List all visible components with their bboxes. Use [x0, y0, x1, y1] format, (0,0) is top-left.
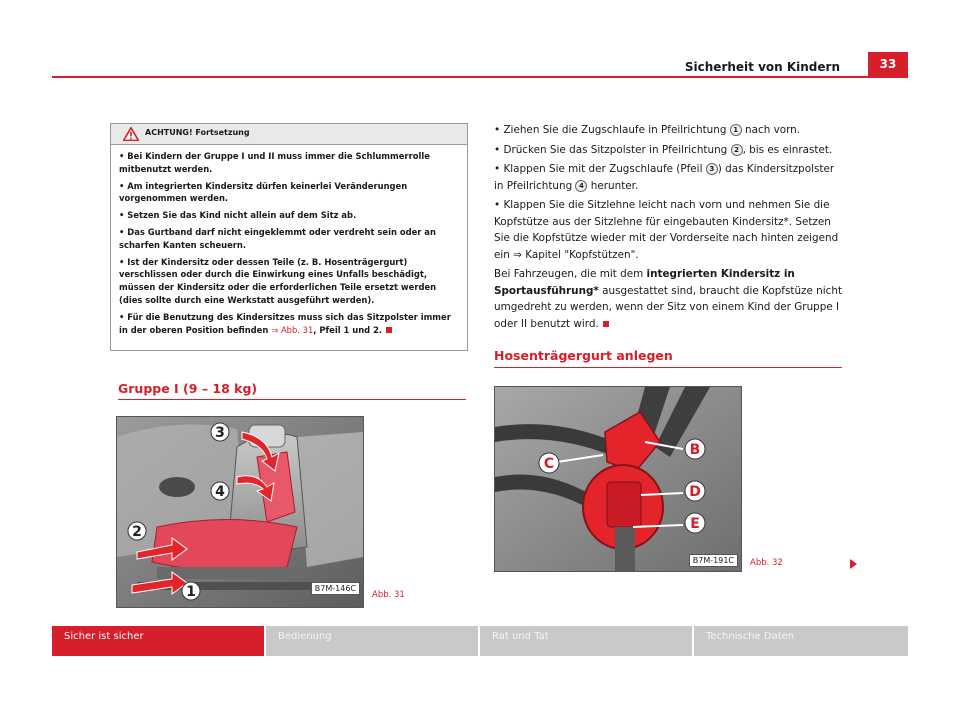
step-number-badge: 4 — [575, 180, 587, 192]
footer-tab-technische-daten[interactable]: Technische Daten — [694, 626, 908, 656]
warning-box — [110, 123, 468, 351]
figure-label-e: E — [690, 516, 700, 532]
step-number-badge: 3 — [706, 163, 718, 175]
figure-code: B7M-146C — [311, 582, 360, 595]
end-mark-icon — [603, 321, 609, 327]
warning-item: • Ist der Kindersitz oder dessen Teile (z. B. Hosenträgergurt) verschlissen oder durch die Einwirkung eines Unfalls beschädigt, müssen der Kindersitz oder die erforderlichen Teile ersetzt werden (dies sollte durch eine Werkstatt ausgeführt werden). — [119, 256, 437, 305]
page-header-title: Sicherheit von Kindern — [684, 60, 840, 74]
figure-reference-link[interactable]: ⇒ Abb. 31 — [271, 324, 314, 335]
instruction-step: • Klappen Sie die Sitzlehne leicht nach vorn und nehmen Sie die Kopfstütze aus der Sitzlehne für eingebauten Kindersitz*. Setzen Sie die Kopfstütze wieder mit der Vorderseite nach hinten zeigend ein ⇒ Kapitel "Kopfstützen". — [494, 199, 839, 261]
step-number-badge: 1 — [730, 124, 742, 136]
section-rule — [494, 367, 842, 368]
instruction-step: • Klappen Sie mit der Zugschlaufe (Pfeil 3 ) das Kindersitzpolster in Pfeilrichtung 4 herunter. — [494, 163, 835, 192]
harness-illustration — [495, 387, 741, 571]
instruction-step: • Ziehen Sie die Zugschlaufe in Pfeilrichtung 1 nach vorn. — [494, 124, 801, 136]
footer-tab-sicher-ist-sicher[interactable]: Sicher ist sicher — [52, 626, 264, 656]
section-heading-hosentraegergurt: Hosenträgergurt anlegen — [494, 348, 673, 363]
footer-tab-bedienung[interactable]: Bedienung — [266, 626, 478, 656]
footer-nav — [52, 626, 908, 656]
warning-title: ACHTUNG! Fortsetzung — [145, 128, 250, 137]
figure-label-2: 2 — [132, 524, 142, 540]
instruction-text — [494, 122, 844, 335]
figure-label-1: 1 — [186, 584, 196, 600]
child-seat-illustration — [117, 417, 363, 607]
figure-label-3: 3 — [215, 425, 225, 441]
header-rule — [52, 76, 908, 78]
warning-header — [111, 124, 467, 145]
section-rule — [118, 399, 466, 400]
figure-label-c: C — [543, 456, 555, 472]
section-heading-gruppe-1: Gruppe I (9 – 18 kg) — [118, 381, 258, 396]
instruction-step: • Drücken Sie das Sitzpolster in Pfeilrichtung 2 , bis es einrastet. — [494, 143, 833, 156]
figure-caption-31: Abb. 31 — [372, 590, 405, 600]
warning-item: • Setzen Sie das Kind nicht allein auf dem Sitz ab. — [119, 210, 357, 221]
continue-arrow-icon[interactable] — [850, 559, 857, 569]
warning-triangle-icon — [123, 127, 139, 141]
cross-reference-arrow[interactable]: ⇒ — [513, 248, 522, 261]
warning-item: • Für die Benutzung des Kindersitzes muss sich das Sitzpolster immer in der oberen Position befinden ⇒ Abb. 31, Pfeil 1 und 2. — [119, 311, 451, 335]
warning-item: • Das Gurtband darf nicht eingeklemmt oder verdreht sein oder an scharfen Kanten scheuern. — [119, 226, 436, 250]
figure-code: B7M-191C — [689, 554, 738, 567]
end-mark-icon — [386, 327, 392, 333]
warning-item: • Bei Kindern der Gruppe I und II muss immer die Schlummerrolle mitbenutzt werden. — [119, 151, 430, 174]
footer-tab-rat-und-tat[interactable]: Rat und Tat — [480, 626, 692, 656]
figure-32-harness — [494, 386, 742, 572]
figure-label-b: B — [689, 442, 701, 458]
figure-label-4: 4 — [215, 484, 225, 500]
figure-31-child-seat — [116, 416, 364, 608]
figure-caption-32: Abb. 32 — [750, 558, 783, 568]
warning-item: • Am integrierten Kindersitz dürfen keinerlei Veränderungen vorgenommen werden. — [119, 180, 408, 204]
paragraph-sport-version: Bei Fahrzeugen, die mit dem integrierten Kindersitz in Sportausführung* ausgestattet sind, braucht die Kopfstüze nicht umgedreht zu werden, wenn der Sitz von einem Kind der Gruppe I oder II benutzt wird. — [494, 268, 843, 330]
figure-label-d: D — [689, 484, 701, 500]
step-number-badge: 2 — [731, 144, 743, 156]
page-number: 33 — [868, 52, 908, 76]
